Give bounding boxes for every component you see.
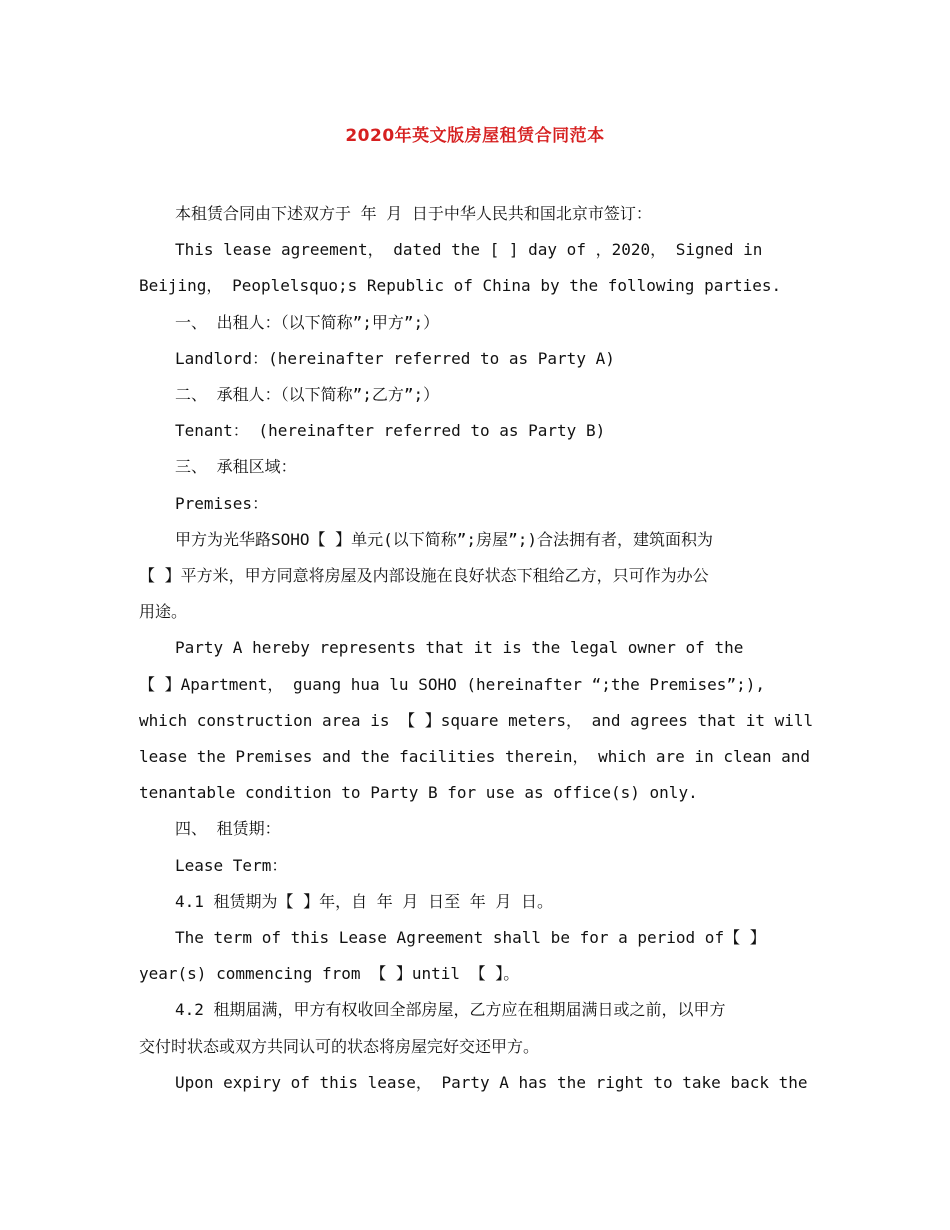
paragraph-line: 【 】平方米，甲方同意将房屋及内部设施在良好状态下租给乙方，只可作为办公 [139,566,709,586]
paragraph-line: lease the Premises and the facilities therein， which are in clean and [139,747,811,767]
paragraph-line: Lease Term： [175,855,288,875]
paragraph-line: 交付时状态或双方共同认可的状态将房屋完好交还甲方。 [139,1036,540,1056]
paragraph-line: Premises： [175,493,269,513]
document-body [139,196,819,1101]
section-heading: 二、 承租人：（以下简称”;乙方”;） [175,385,440,405]
paragraph-line: 【 】Apartment， guang hua lu SOHO (hereinafter “;the Premises”;), [139,674,765,694]
paragraph-line: year(s) commencing from 【 】until 【 】。 [139,964,520,984]
paragraph-line: This lease agreement， dated the [ ] day of ，2020， Signed in [175,240,763,260]
paragraph-line: 4.1 租赁期为【 】年，自 年 月 日至 年 月 日。 [175,891,553,911]
section-heading: 四、 租赁期： [175,819,281,839]
paragraph-line: 4.2 租期届满，甲方有权收回全部房屋，乙方应在租期届满日或之前，以甲方 [175,1000,726,1020]
section-heading: 三、 承租区域： [175,457,297,477]
paragraph-line: The term of this Lease Agreement shall be for a period of【 】 [175,928,766,948]
paragraph-line: 甲方为光华路SOHO【 】单元(以下简称”;房屋”;)合法拥有者，建筑面积为 [175,529,713,549]
paragraph-line: Beijing， Peoplelsquo;s Republic of China by the following parties. [139,276,782,296]
section-heading: 一、 出租人：（以下简称”;甲方”;） [175,312,440,332]
paragraph-line: Landlord：(hereinafter referred to as Party A) [175,348,615,368]
paragraph-line: which construction area is 【 】square meters， and agrees that it will [139,710,814,730]
paragraph-line: 本租赁合同由下述双方于 年 月 日于中华人民共和国北京市签订： [175,204,652,223]
paragraph-line: tenantable condition to Party B for use as office(s) only. [139,783,698,803]
paragraph-line: Upon expiry of this lease， Party A has the right to take back the [175,1072,808,1092]
paragraph-line: Party A hereby represents that it is the legal owner of the [175,638,744,658]
document-title: 2020年英文版房屋租赁合同范本 [345,126,605,146]
paragraph-line: Tenant： (hereinafter referred to as Party B) [175,421,606,441]
paragraph-line: 用途。 [139,602,188,622]
